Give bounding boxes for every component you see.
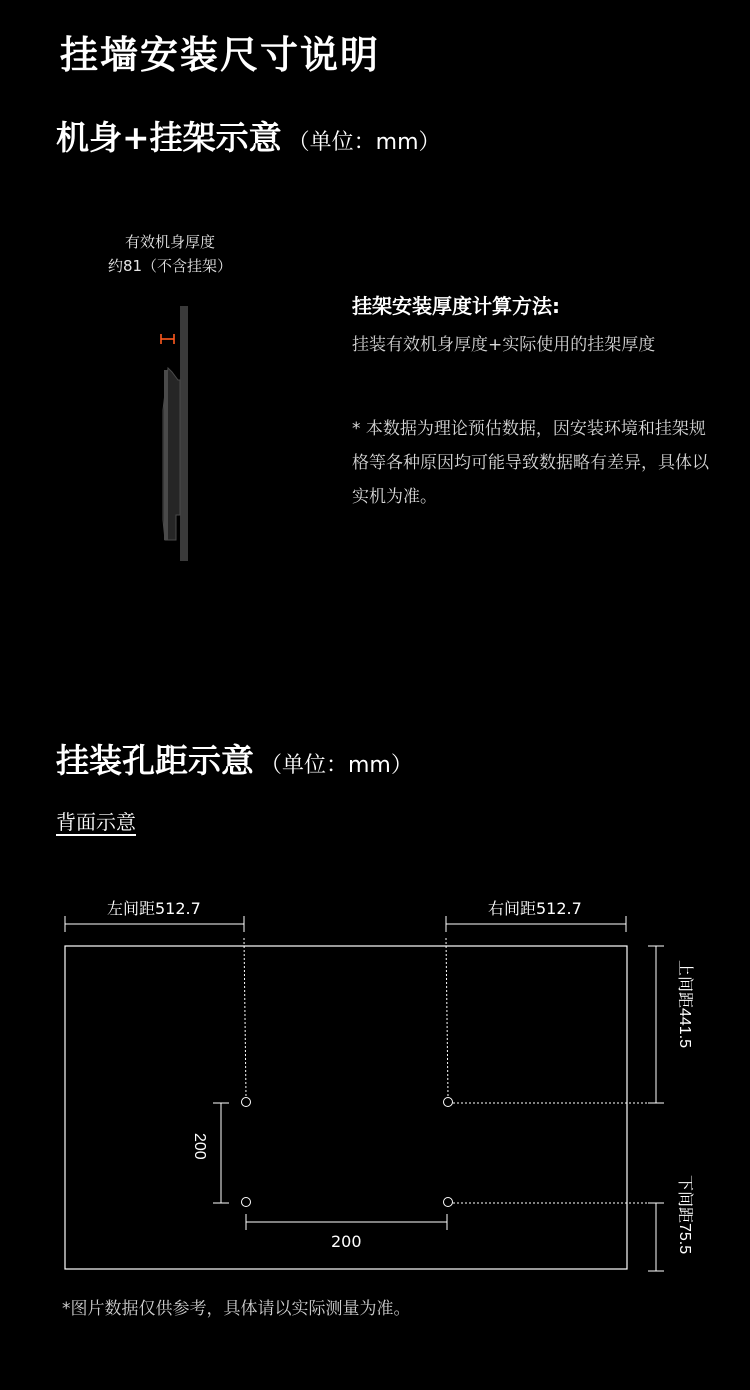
disclaimer-note: * 本数据为理论预估数据，因安装环境和挂架规格等各种原因均可能导致数据略有差异，具体以实机为准。 bbox=[352, 419, 709, 507]
tv-back-edge bbox=[164, 370, 168, 540]
method-title: 挂架安装厚度计算方法: bbox=[352, 294, 560, 318]
top-distance-label: 上间距441.5 bbox=[676, 960, 693, 1049]
unit-label: （单位：mm） bbox=[260, 753, 413, 778]
thickness-label-line1: 有效机身厚度 bbox=[124, 233, 215, 251]
thickness-label-line2: 约81（不含挂架） bbox=[107, 257, 233, 275]
horizontal-spacing-label: 200 bbox=[331, 1232, 362, 1251]
method-description: 挂装有效机身厚度+实际使用的挂架厚度 bbox=[352, 335, 656, 355]
tv-panel-side bbox=[180, 306, 188, 561]
horizontal-spacing-dimension bbox=[246, 1214, 447, 1230]
thickness-marker-icon bbox=[161, 334, 174, 344]
guide-lines bbox=[244, 938, 656, 1203]
tv-rear-outline bbox=[65, 946, 627, 1269]
section-title-text: 挂装孔距示意 bbox=[56, 741, 254, 780]
section-title-text: 机身+挂架示意 bbox=[56, 118, 282, 157]
bottom-distance-label: 下间距75.5 bbox=[676, 1175, 693, 1255]
bottom-distance-dimension bbox=[648, 1203, 664, 1271]
mount-hole-top-left bbox=[242, 1098, 251, 1107]
page-title: 挂墙安装尺寸说明 bbox=[60, 33, 381, 77]
top-distance-dimension bbox=[648, 946, 664, 1103]
left-distance-label: 左间距512.7 bbox=[107, 899, 201, 918]
tv-side-view bbox=[161, 306, 188, 561]
mount-hole-top-right bbox=[444, 1098, 453, 1107]
unit-label: （单位：mm） bbox=[287, 130, 441, 155]
mount-hole-bottom-right bbox=[444, 1198, 453, 1207]
vertical-spacing-dimension bbox=[213, 1103, 229, 1203]
tv-rear-diagram bbox=[65, 916, 664, 1271]
rear-view-label: 背面示意 bbox=[56, 810, 136, 834]
section-title-hole-spacing bbox=[56, 735, 413, 782]
mount-hole-bottom-left bbox=[242, 1198, 251, 1207]
vertical-spacing-label: 200 bbox=[191, 1133, 208, 1160]
footer-note: *图片数据仅供参考，具体请以实际测量为准。 bbox=[62, 1299, 411, 1319]
right-distance-label: 右间距512.7 bbox=[488, 899, 582, 918]
